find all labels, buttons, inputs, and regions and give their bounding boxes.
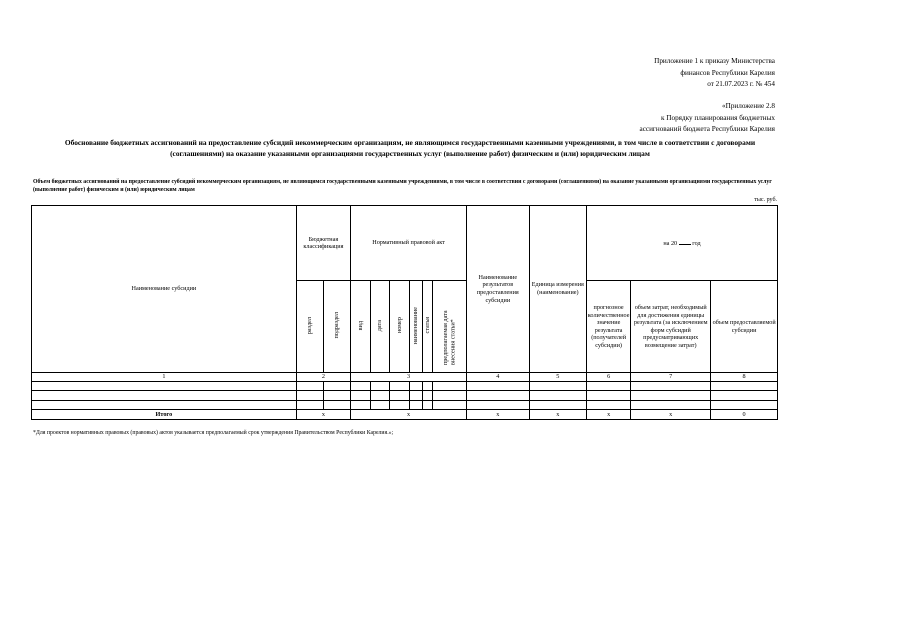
table-row — [32, 400, 778, 409]
header-year-suffix: год — [692, 240, 701, 248]
approval-line-3: от 21.07.2023 г. № 454 — [707, 80, 775, 88]
header-subsidy-volume: объем предоставляемой субсидии — [711, 281, 778, 373]
total-label: Итого — [32, 409, 297, 419]
column-numbers-row — [32, 373, 778, 382]
total-forecast: x — [587, 409, 631, 419]
total-budget-class: x — [296, 409, 350, 419]
header-budget-classification: Бюджетная классификация — [296, 206, 350, 281]
col-num-7: 7 — [631, 373, 711, 382]
units-label: тыс. руб. — [754, 197, 777, 203]
header-subsection: подраздел — [324, 281, 351, 373]
total-row — [32, 409, 778, 419]
footnote: *Для проектов нормативных правовых (правовых) актов указывается предполагаемый срок утверждения Правительством Республики Карелия.»; — [33, 430, 394, 436]
header-section: раздел — [296, 281, 324, 373]
header-result-name: Наименование результатов предоставления субсидии — [467, 206, 530, 373]
col-num-4: 4 — [467, 373, 530, 382]
annex-line-2: к Порядку планирования бюджетных — [661, 113, 775, 122]
header-year — [587, 206, 778, 281]
table-subtitle: Объем бюджетных ассигнований на предоставление субсидий некоммерческим организациям, не являющимся государственными казенными учреждениями, в том числе в соответствии с договорами (соглашениями) на оказание указанными организациями государственных услуг (выполнение работ) физическим и (или) юридическим лицам — [33, 179, 772, 193]
col-num-2: 2 — [296, 373, 350, 382]
header-act-date: дата — [370, 281, 389, 373]
header-cost-volume: объем затрат, необходимый для достижения единицы результата (за исключением форм субсидий предусматривающих возмещение затрат) — [631, 281, 711, 373]
year-blank-line — [679, 238, 691, 245]
table-row — [32, 382, 778, 391]
header-act-name: наименование — [409, 281, 422, 373]
annex-block — [475, 101, 775, 136]
header-act-article: статья — [422, 281, 432, 373]
annex-line-3: ассигнований бюджета Республики Карелия — [639, 125, 775, 133]
subsidy-table — [31, 205, 778, 420]
total-unit: x — [529, 409, 586, 419]
table-row — [32, 391, 778, 400]
col-num-5: 5 — [529, 373, 586, 382]
total-legal-act: x — [351, 409, 467, 419]
header-forecast-value: прогнозное количественное значение результата (получателей субсидии) — [587, 281, 631, 373]
total-costs: x — [631, 409, 711, 419]
approval-line-1: Приложение 1 к приказу Министерства — [654, 57, 775, 65]
header-year-prefix: на 20 — [663, 240, 678, 248]
col-num-8: 8 — [711, 373, 778, 382]
approval-line-2: финансов Республики Карелия — [680, 68, 775, 77]
header-act-number: номер — [390, 281, 409, 373]
col-num-3: 3 — [351, 373, 467, 382]
total-volume: 0 — [711, 409, 778, 419]
header-legal-act: Нормативный правовой акт — [351, 206, 467, 281]
col-num-1: 1 — [32, 373, 297, 382]
header-subsidy-name: Наименование субсидии — [32, 206, 297, 373]
col-num-6: 6 — [587, 373, 631, 382]
document-title: Обоснование бюджетных ассигнований на предоставление субсидий некоммерческим организациям, не являющимся государственными казенными учреждениями, в том числе в соответствии с договорами (соглашениями) на оказание указанными организациями государственных услуг (выполнение работ) физическим и (или) юридическим лицам — [64, 138, 756, 158]
annex-line-1: «Приложение 2.8 — [722, 102, 775, 110]
header-act-type: вид — [351, 281, 370, 373]
header-expected-date: предполагаемая дата внесения статьи* — [433, 281, 467, 373]
header-unit: Единица измерения (наименование) — [529, 206, 586, 373]
approval-block — [475, 56, 775, 91]
total-result-name: x — [467, 409, 530, 419]
